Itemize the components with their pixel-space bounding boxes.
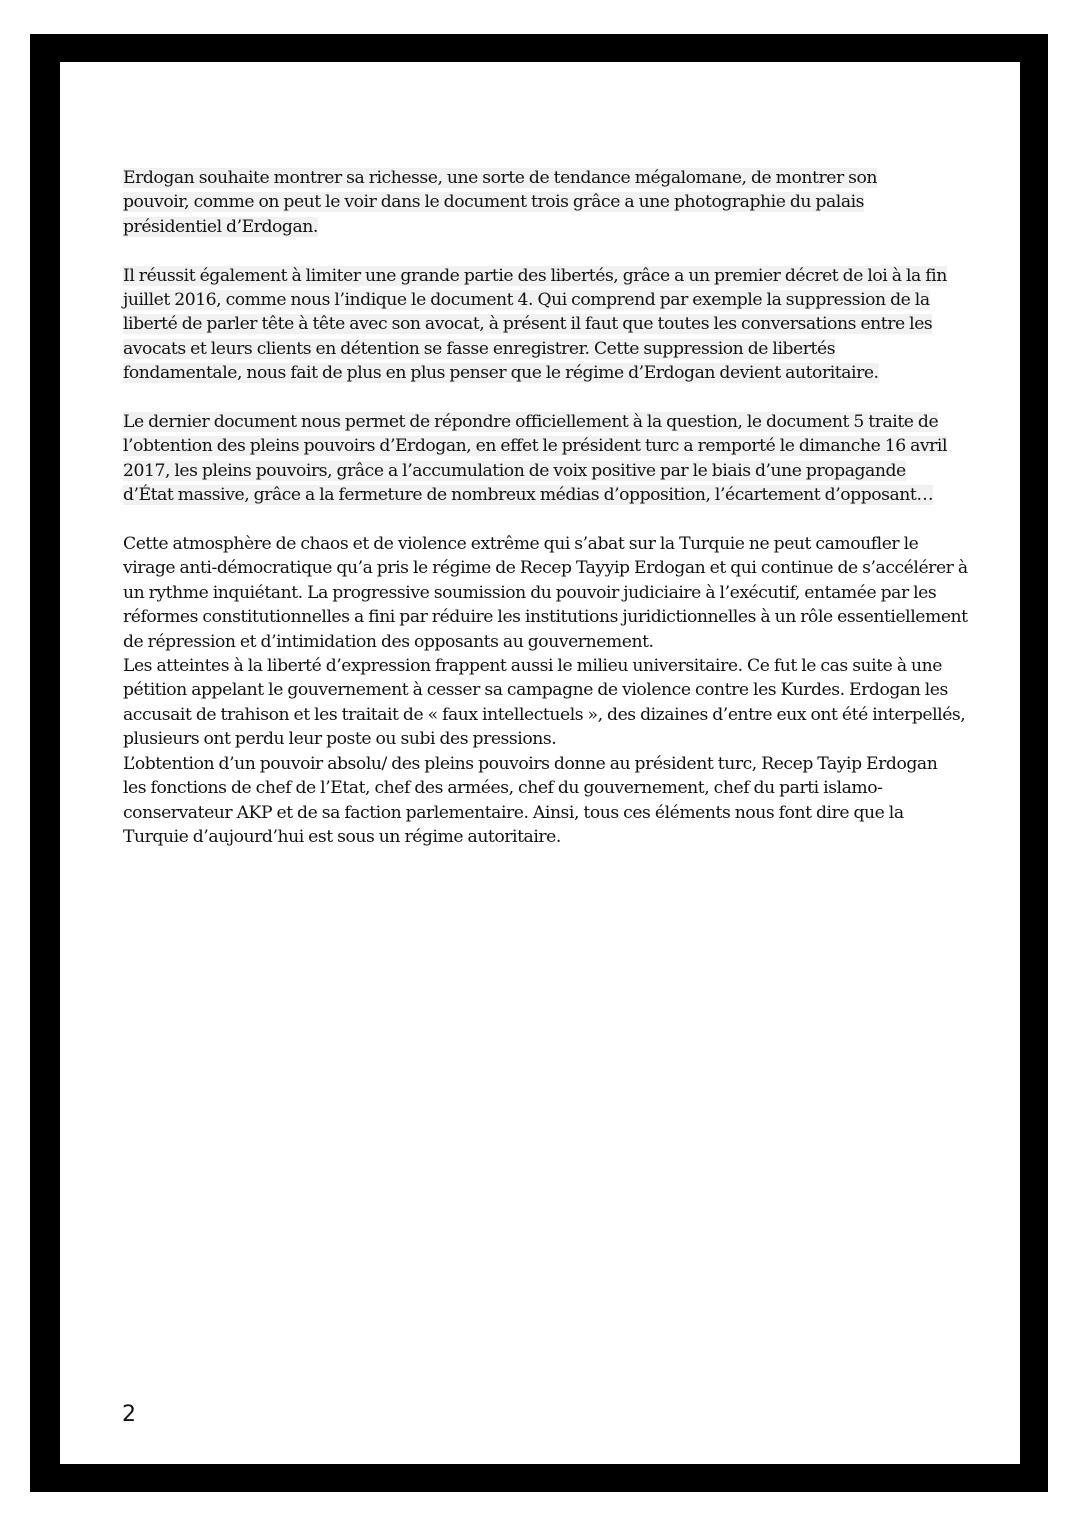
text-line: virage anti-démocratique qu’a pris le régime de Recep Tayyip Erdogan et qui continue de s’accélérer à <box>123 558 968 579</box>
text-line: Les atteintes à la liberté d’expression frappent aussi le milieu universitaire. Ce fut le cas suite à une <box>123 656 942 677</box>
text-line: liberté de parler tête à tête avec son avocat, à présent il faut que toutes les conversations entre les <box>123 314 933 335</box>
paragraph-conclusion <box>123 752 963 850</box>
text-line: L’obtention d’un pouvoir absolu/ des pleins pouvoirs donne au président turc, Recep Tayip Erdogan <box>123 753 938 774</box>
document-body <box>123 166 968 849</box>
text-line: conservateur AKP et de sa faction parlementaire. Ainsi, tous ces éléments nous font dire que la <box>123 802 904 823</box>
text-line: Erdogan souhaite montrer sa richesse, une sorte de tendance mégalomane, de montrer son <box>123 168 878 188</box>
text-line: Il réussit également à limiter une grande partie des libertés, grâce a un premier décret de loi à la fin <box>123 265 947 286</box>
paragraph-chaos <box>123 532 968 654</box>
text-line: pétition appelant le gouvernement à cesser sa campagne de violence contre les Kurdes. Erdogan les <box>123 680 948 701</box>
page-number: 2 <box>122 1402 136 1427</box>
text-line: pouvoir, comme on peut le voir dans le document trois grâce a une photographie du palais <box>123 192 865 213</box>
text-line: Cette atmosphère de chaos et de violence extrême qui s’abat sur la Turquie ne peut camoufler le <box>123 534 919 555</box>
text-line: réformes constitutionnelles a fini par réduire les institutions juridictionnelles à un rôle essentiellement <box>123 607 968 628</box>
text-line: un rythme inquiétant. La progressive soumission du pouvoir judiciaire à l’exécutif, entamée par les <box>123 582 937 603</box>
text-line: accusait de trahison et les traitait de « faux intellectuels », des dizaines d’entre eux ont été interpellés, <box>123 704 966 725</box>
text-line: de répression et d’intimidation des opposants au gouvernement. <box>123 631 654 652</box>
text-line: l’obtention des pleins pouvoirs d’Erdogan, en effet le président turc a remporté le dimanche 16 avril <box>123 436 948 457</box>
text-line: fondamentale, nous fait de plus en plus penser que le régime d’Erdogan devient autoritaire. <box>123 363 879 384</box>
paragraph-palace <box>123 166 963 239</box>
text-line: avocats et leurs clients en détention se fasse enregistrer. Cette suppression de libertés <box>123 338 836 359</box>
text-line: Le dernier document nous permet de répondre officiellement à la question, le document 5 traite de <box>123 412 939 433</box>
text-line: d’État massive, grâce a la fermeture de nombreux médias d’opposition, l’écartement d’opposant… <box>123 485 934 506</box>
text-line: présidentiel d’Erdogan. <box>123 216 318 237</box>
paragraph-university <box>123 654 966 752</box>
document-page <box>60 62 1020 1464</box>
text-line: 2017, les pleins pouvoirs, grâce a l’accumulation de voix positive par le biais d’une propagande <box>123 460 906 481</box>
text-line: les fonctions de chef de l’Etat, chef des armées, chef du gouvernement, chef du parti islamo- <box>123 778 883 799</box>
text-line: juillet 2016, comme nous l’indique le document 4. Qui comprend par exemple la suppression de la <box>123 290 930 311</box>
paragraph-liberties <box>123 264 963 386</box>
page-border <box>30 34 1048 1492</box>
paragraph-full-powers <box>123 410 963 508</box>
text-line: plusieurs ont perdu leur poste ou subi des pressions. <box>123 729 557 750</box>
text-line: Turquie d’aujourd’hui est sous un régime autoritaire. <box>123 826 561 847</box>
